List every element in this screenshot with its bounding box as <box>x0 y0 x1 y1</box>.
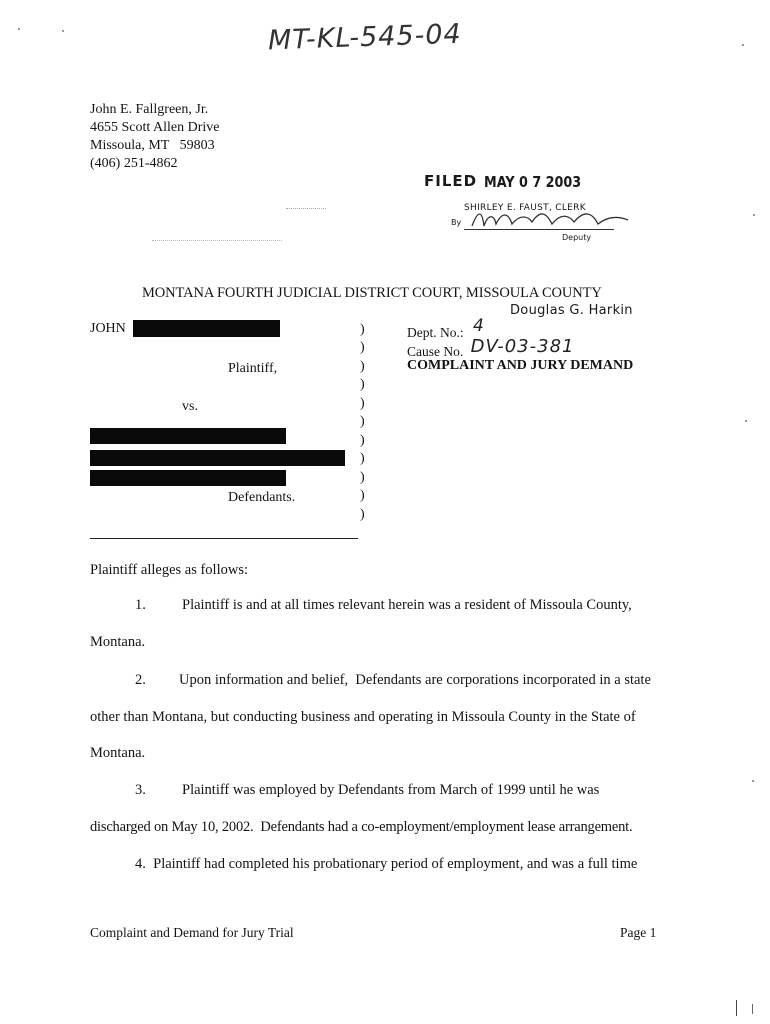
scan-mark <box>286 208 326 209</box>
caption-paren: ) <box>360 414 365 429</box>
scan-mark <box>152 240 282 241</box>
paragraph-text: Plaintiff is and at all times relevant herein was a resident of Missoula County, <box>182 597 632 613</box>
intro-line: Plaintiff alleges as follows: <box>90 562 248 578</box>
footer-title: Complaint and Demand for Jury Trial <box>90 925 294 940</box>
deputy-signature <box>468 208 638 230</box>
defendants-label: Defendants. <box>228 490 296 505</box>
paragraph-text: Montana. <box>90 745 146 761</box>
versus-label: vs. <box>182 399 198 414</box>
scan-mark <box>752 1004 753 1014</box>
attorney-city: Missoula, MT 59803 <box>90 138 215 153</box>
caption-paren: ) <box>360 359 365 374</box>
cause-label: Cause No. <box>407 344 464 359</box>
scan-mark <box>752 780 754 782</box>
attorney-street: 4655 Scott Allen Drive <box>90 120 220 135</box>
redaction-bar <box>90 450 345 466</box>
caption-paren: ) <box>360 488 365 503</box>
scan-mark <box>745 420 747 422</box>
dept-value: 4 <box>473 316 484 336</box>
redaction-bar <box>90 470 286 486</box>
paragraph-text: Plaintiff was employed by Defendants from March of 1999 until he was <box>182 782 600 798</box>
handwritten-reference: MT-KL-545-04 <box>267 18 463 57</box>
plaintiff-first-name: JOHN <box>90 321 126 336</box>
footer-page: Page 1 <box>620 925 657 940</box>
attorney-block <box>90 101 220 173</box>
paragraph-number: 1. <box>135 597 146 613</box>
caption-paren: ) <box>360 377 365 392</box>
dept-label: Dept. No.: <box>407 325 464 340</box>
paragraph-text: other than Montana, but conducting business and operating in Missoula County in the State of <box>90 709 636 725</box>
filed-label: FILED <box>424 172 478 190</box>
caption-paren: ) <box>360 507 365 522</box>
clerk-name: SHIRLEY E. FAUST, CLERK <box>464 203 586 213</box>
attorney-phone: (406) 251-4862 <box>90 156 178 171</box>
paragraph-number: 2. <box>135 672 146 688</box>
attorney-name: John E. Fallgreen, Jr. <box>90 102 209 117</box>
filed-date: MAY 0 7 2003 <box>484 173 582 191</box>
scan-mark <box>742 44 744 46</box>
scan-mark <box>62 30 64 32</box>
scan-mark <box>753 214 755 216</box>
paragraph-text: Upon information and belief, Defendants are corporations incorporated in a state <box>179 672 651 688</box>
caption-paren: ) <box>360 433 365 448</box>
court-title: MONTANA FOURTH JUDICIAL DISTRICT COURT, MISSOULA COUNTY <box>142 285 602 301</box>
by-label: By <box>451 218 462 227</box>
paragraph-text: Montana. <box>90 634 146 650</box>
caption-paren: ) <box>360 451 365 466</box>
filed-stamp <box>424 170 654 250</box>
plaintiff-label: Plaintiff, <box>228 361 278 376</box>
caption-paren: ) <box>360 340 365 355</box>
caption-paren: ) <box>360 396 365 411</box>
paragraph-number: 3. <box>135 782 146 798</box>
cause-value: DV-03-381 <box>470 336 575 357</box>
judge-name: Douglas G. Harkin <box>510 303 633 318</box>
caption-paren: ) <box>360 322 365 337</box>
paragraph-text: 4. Plaintiff had completed his probationary period of employment, and was a full time <box>135 856 638 872</box>
caption-paren: ) <box>360 470 365 485</box>
scan-mark <box>18 28 20 30</box>
document-title: COMPLAINT AND JURY DEMAND <box>407 358 634 373</box>
redaction-bar <box>90 428 286 444</box>
caption-underline <box>90 538 358 539</box>
deputy-label: Deputy <box>562 233 592 242</box>
redaction-bar <box>133 320 280 337</box>
paragraph-text: discharged on May 10, 2002. Defendants had a co-employment/employment lease arrangement. <box>90 819 633 835</box>
scan-mark <box>736 1000 737 1016</box>
